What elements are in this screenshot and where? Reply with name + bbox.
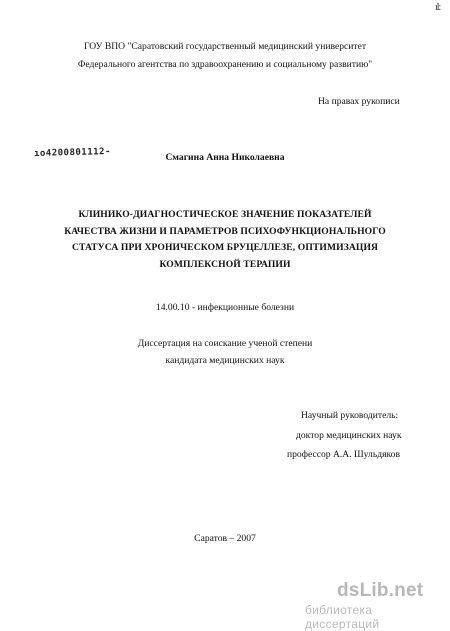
thesis-title-line-2: КАЧЕСТВА ЖИЗНИ И ПАРАМЕТРОВ ПСИХОФУНКЦИОНАЛЬНОГО (64, 226, 386, 237)
rights-notice: На правах рукописи (318, 96, 400, 107)
specialty-code: 14.00.10 - инфекционные болезни (155, 302, 295, 313)
institution-line-2: Федерального агентства по здравоохранению и социальному развитию" (77, 59, 373, 70)
corner-mark: ıl: (435, 2, 441, 13)
library-stamp-number: ıo4200801112- (33, 146, 112, 160)
watermark-subtitle: библиотека диссертаций (305, 603, 380, 631)
supervisor-name: профессор А.А. Шульдяков (287, 449, 401, 460)
watermark-logo: dsLib.net (337, 580, 424, 601)
thesis-title-line-3: СТАТУСА ПРИ ХРОНИЧЕСКОМ БРУЦЕЛЛЕЗЕ, ОПТИМИЗАЦИЯ (71, 242, 379, 253)
supervisor-degree: доктор медицинских наук (296, 430, 402, 441)
institution-line-1: ГОУ ВПО "Саратовский государственный медицинский университет (83, 41, 367, 52)
thesis-title-line-1: КЛИНИКО-ДИАГНОСТИЧЕСКОЕ ЗНАЧЕНИЕ ПОКАЗАТЕЛЕЙ (78, 209, 372, 220)
thesis-title-line-4: КОМПЛЕКСНОЙ ТЕРАПИИ (159, 259, 291, 270)
degree-line-2: кандидата медицинских наук (165, 355, 285, 366)
degree-line-1: Диссертация на соискание ученой степени (137, 338, 313, 349)
author-name: Смагина Анна Николаевна (165, 152, 285, 163)
supervisor-label: Научный руководитель: (301, 410, 399, 421)
city-year: Саратов – 2007 (194, 533, 256, 544)
